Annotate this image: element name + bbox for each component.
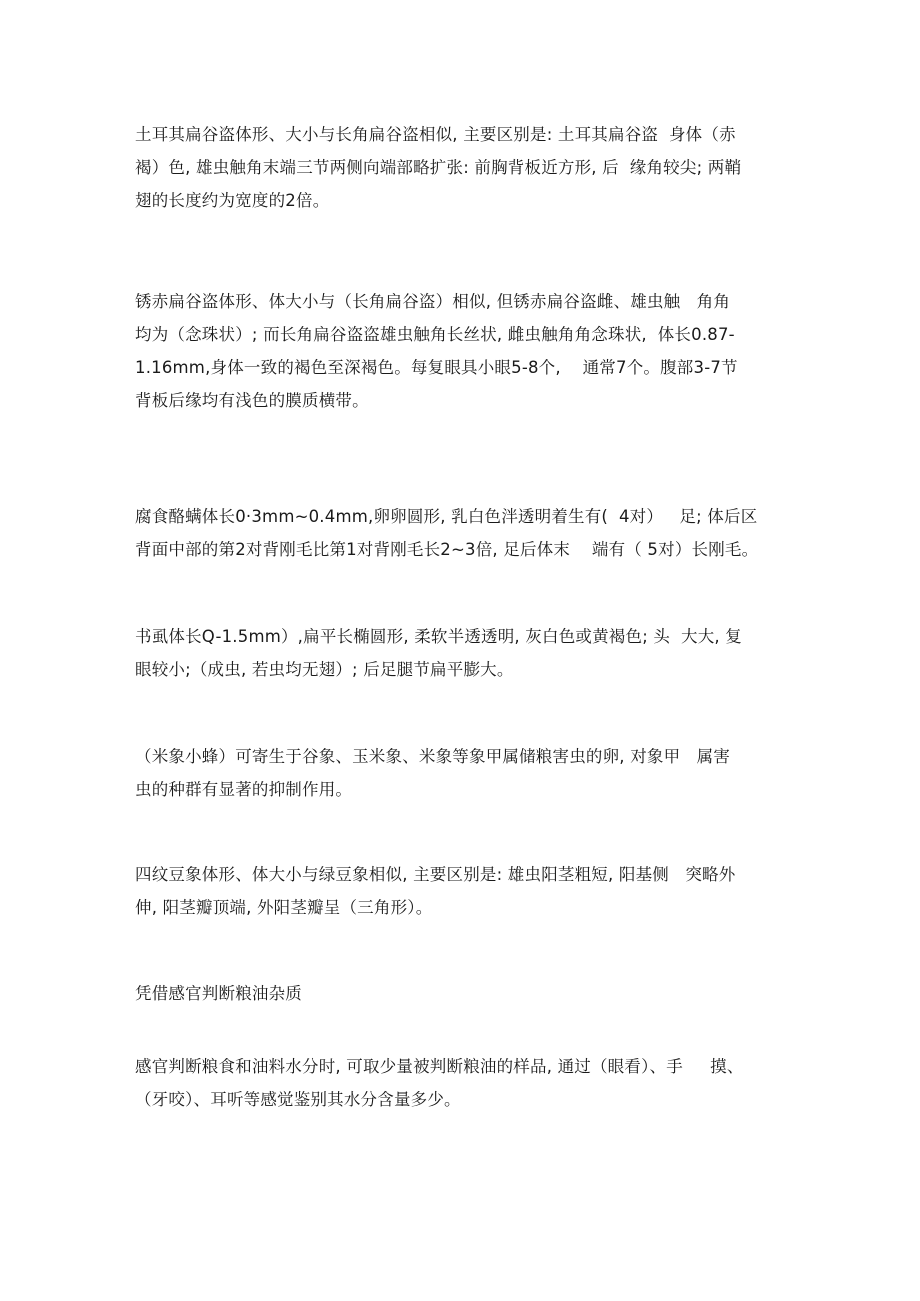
text-line: （牙咬）、耳听等感觉鉴别其水分含量多少。: [135, 1090, 461, 1109]
paragraph-5: [135, 740, 800, 806]
paragraph-4: [135, 620, 800, 686]
text-line: （米象小蜂）可寄生于谷象、玉米象、米象等象甲属储粮害虫的卵, 对象甲 属害: [135, 747, 731, 766]
text-line: 背面中部的第2对背刚毛比第1对背刚毛长2~3倍, 足后体末 端有（ 5对）长刚毛。: [135, 540, 759, 559]
text-line: 均为（念珠状）; 而长角扁谷盗盗雄虫触角长丝状, 雌虫触角角念珠状, 体长0.87-: [135, 325, 735, 344]
paragraph-8: [135, 1050, 800, 1116]
paragraph-3: [135, 500, 800, 566]
text-line: 褐）色, 雄虫触角末端三节两侧向端部略扩张: 前胸背板近方形, 后 缘角较尖; 两鞘: [135, 158, 742, 177]
text-line: 腐食酪螨体长0·3mm~0.4mm,卵卵圆形, 乳白色泮透明着生有( 4对） 足; 体后区: [135, 507, 758, 526]
text-line: 凭借感官判断粮油杂质: [135, 984, 302, 1003]
text-line: 感官判断粮食和油料水分时, 可取少量被判断粮油的样品, 通过（眼看）、手 摸、: [135, 1057, 744, 1076]
text-line: 背板后缘均有浅色的膜质横带。: [135, 391, 369, 410]
text-line: 眼较小;（成虫, 若虫均无翅）; 后足腿节扁平膨大。: [135, 660, 514, 679]
text-line: 四纹豆象体形、体大小与绿豆象相似, 主要区别是: 雄虫阳茎粗短, 阳基侧 突略外: [135, 865, 736, 884]
text-line: 书虱体长Q-1.5mm）,扁平长椭圆形, 柔软半透透明, 灰白色或黄褐色; 头 大大, 复: [135, 627, 742, 646]
text-line: 伸, 阳茎瓣顶端, 外阳茎瓣呈（三角形）。: [135, 898, 433, 917]
paragraph-6: [135, 858, 800, 924]
paragraph-1: [135, 118, 800, 217]
text-line: 土耳其扁谷盗体形、大小与长角扁谷盗相似, 主要区别是: 土耳其扁谷盗 身体（赤: [135, 125, 736, 144]
text-line: 翅的长度约为宽度的2倍。: [135, 191, 330, 210]
text-line: 虫的种群有显著的抑制作用。: [135, 780, 353, 799]
paragraph-2: [135, 285, 800, 417]
text-line: 锈赤扁谷盗体形、体大小与（长角扁谷盗）相似, 但锈赤扁谷盗雌、雄虫触 角角: [135, 292, 731, 311]
section-heading: [135, 977, 800, 1010]
text-line: 1.16mm,身体一致的褐色至深褐色。每复眼具小眼5-8个, 通常7个。腹部3-7节: [135, 358, 738, 377]
